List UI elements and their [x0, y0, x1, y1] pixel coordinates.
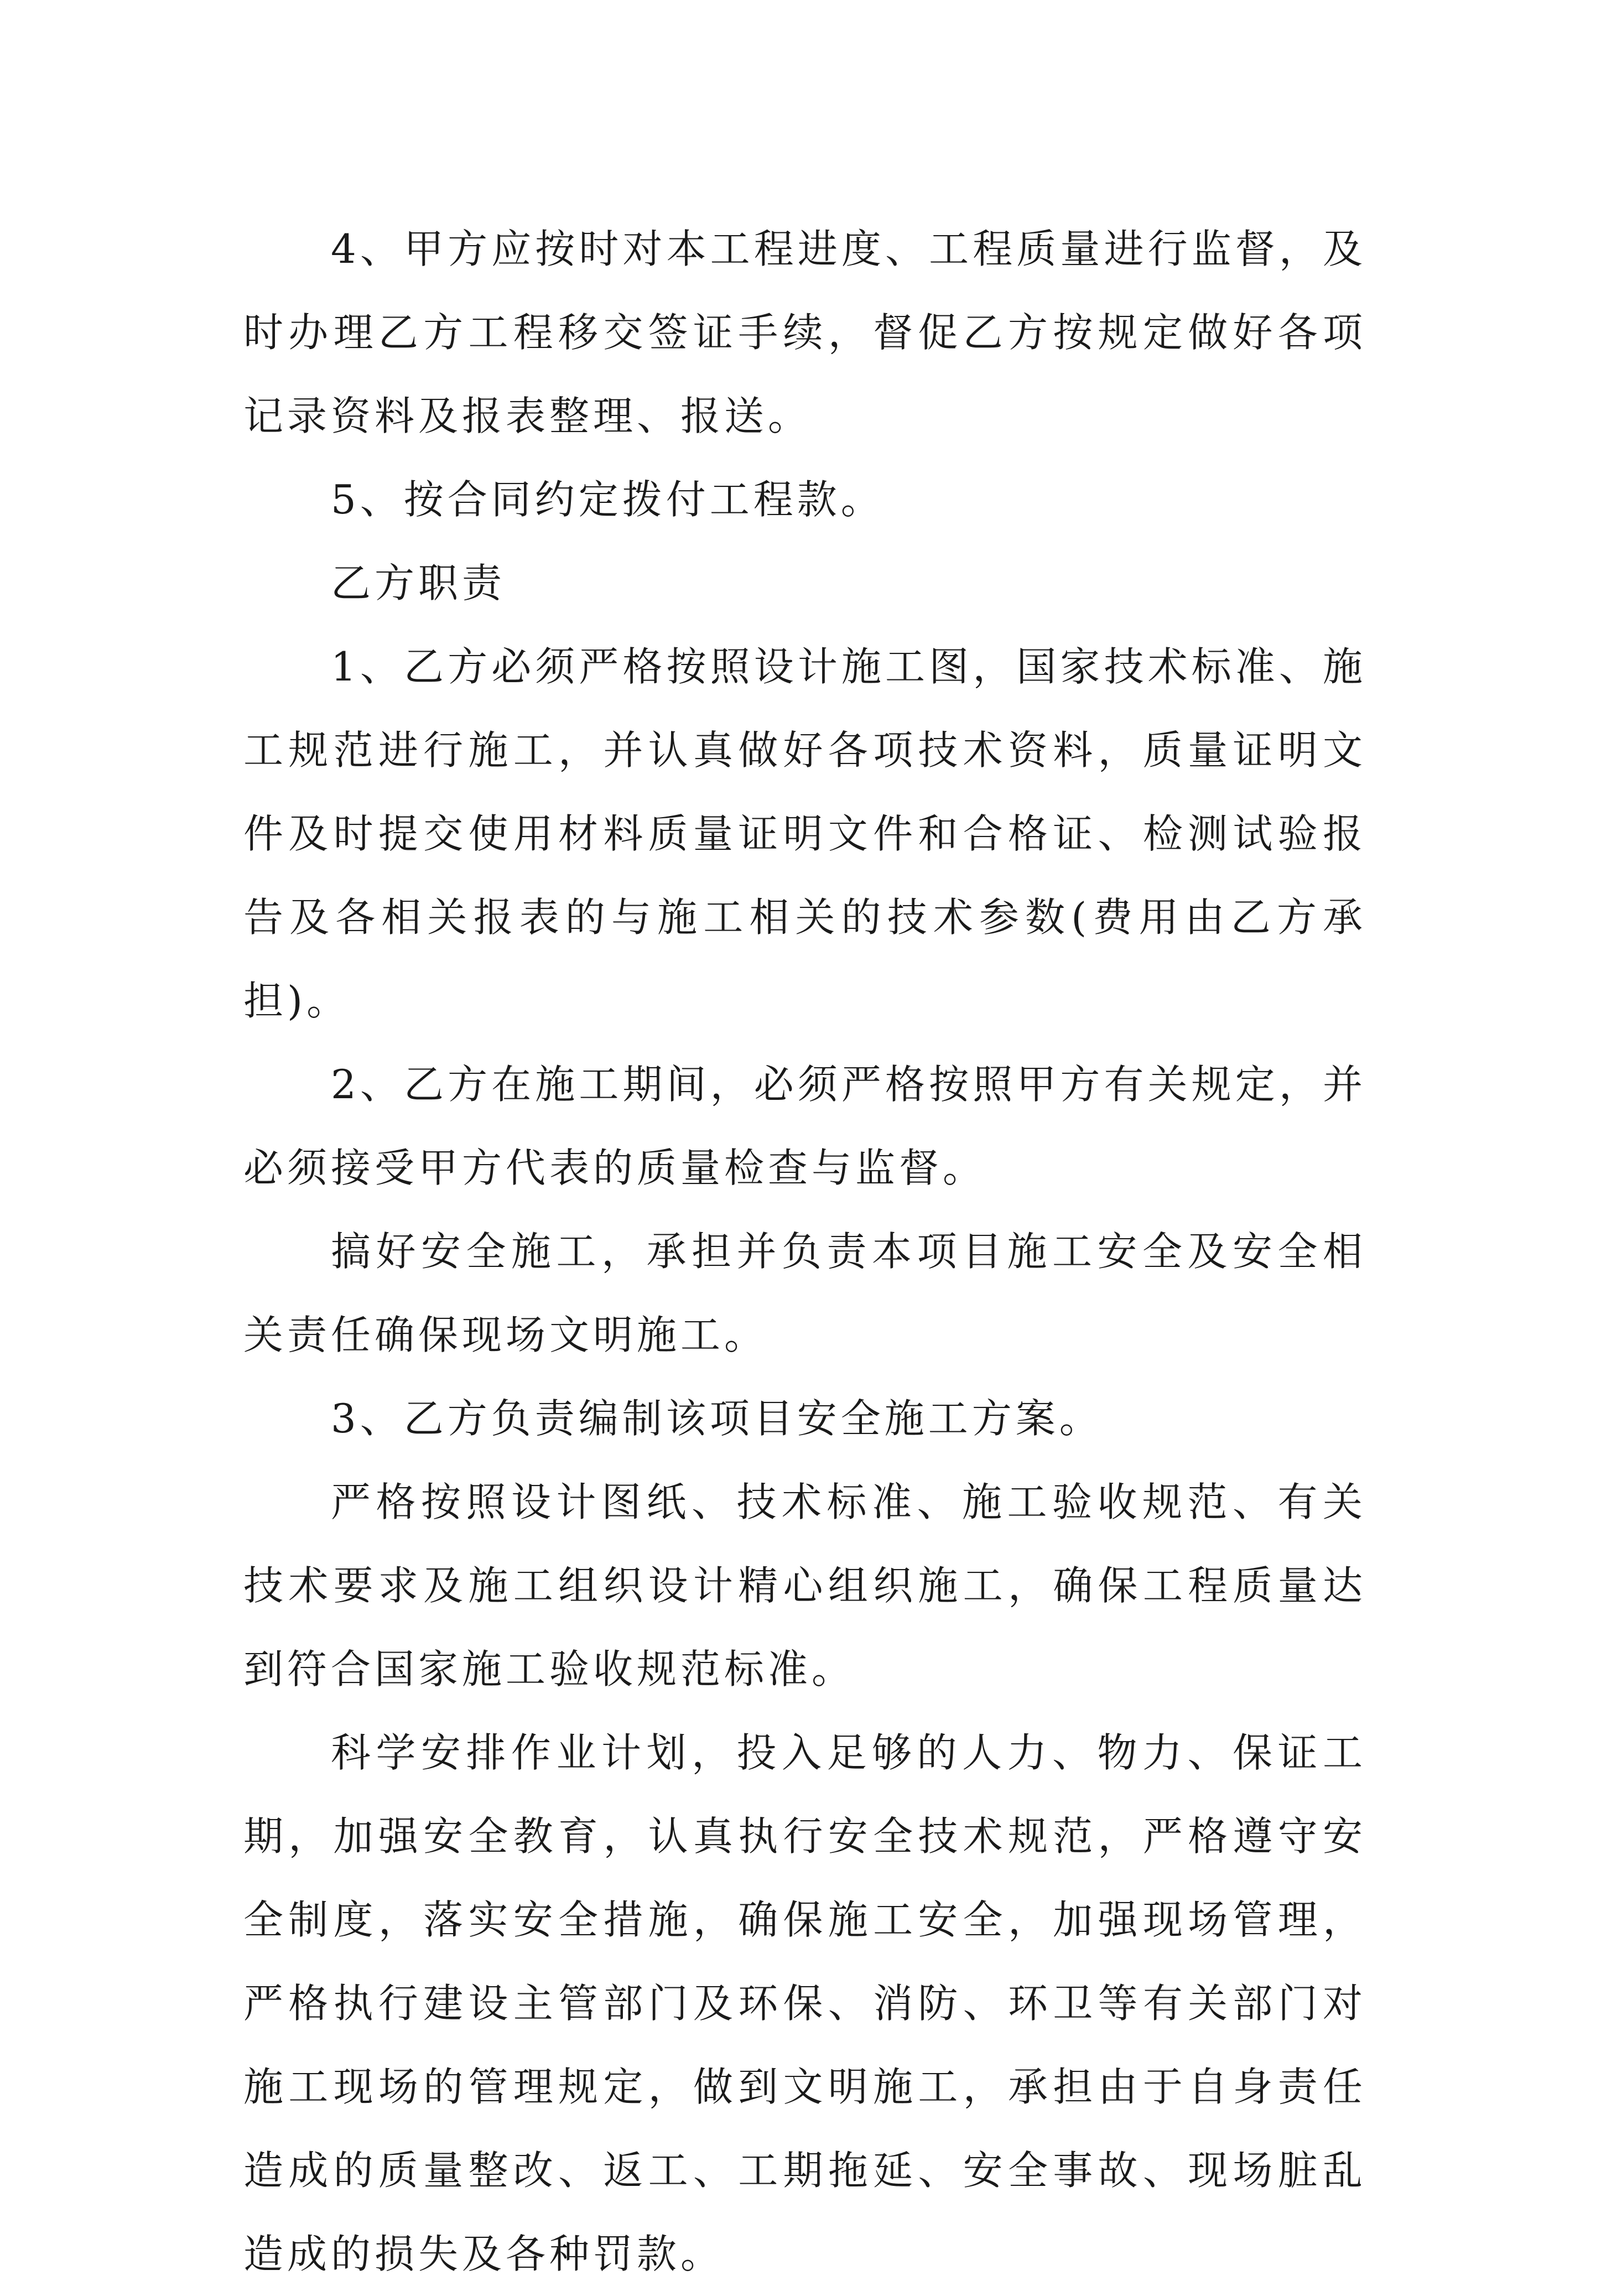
paragraph-planning: 科学安排作业计划，投入足够的人力、物力、保证工期，加强安全教育，认真执行安全技术规范，严格遵守安全制度，落实安全措施，确保施工安全，加强现场管理，严格执行建设主管部门及环保、消防、环卫等有关部门对施工现场的管理规定，做到文明施工，承担由于自身责任造成的质量整改、返工、工期拖延、安全事故、现场脏乱造成的损失及各种罚款。	[243, 1729, 1366, 2277]
paragraph-b-clause-1: 1、乙方必须严格按照设计施工图，国家技术标准、施工规范进行施工，并认真做好各项技术资料，质量证明文件及时提交使用材料质量证明文件和合格证、检测试验报告及各相关报表的与施工相关的技术参数(费用由乙方承担)。	[243, 643, 1366, 1024]
paragraph-b-clause-3: 3、乙方负责编制该项目安全施工方案。	[331, 1395, 1103, 1442]
paragraph-safety: 搞好安全施工，承担并负责本项目施工安全及安全相关责任确保现场文明施工。	[243, 1228, 1366, 1358]
document-body	[243, 207, 1366, 2296]
paragraph-clause-4: 4、甲方应按时对本工程进度、工程质量进行监督，及时办理乙方工程移交签证手续，督促乙方按规定做好各项记录资料及报表整理、报送。	[243, 226, 1366, 439]
section-heading-party-b-duties: 乙方职责	[331, 560, 506, 606]
paragraph-clause-5: 5、按合同约定拨付工程款。	[331, 476, 885, 523]
paragraph-standards: 严格按照设计图纸、技术标准、施工验收规范、有关技术要求及施工组织设计精心组织施工，确保工程质量达到符合国家施工验收规范标准。	[243, 1479, 1366, 1692]
paragraph-b-clause-2: 2、乙方在施工期间，必须严格按照甲方有关规定，并必须接受甲方代表的质量检查与监督。	[243, 1061, 1366, 1191]
